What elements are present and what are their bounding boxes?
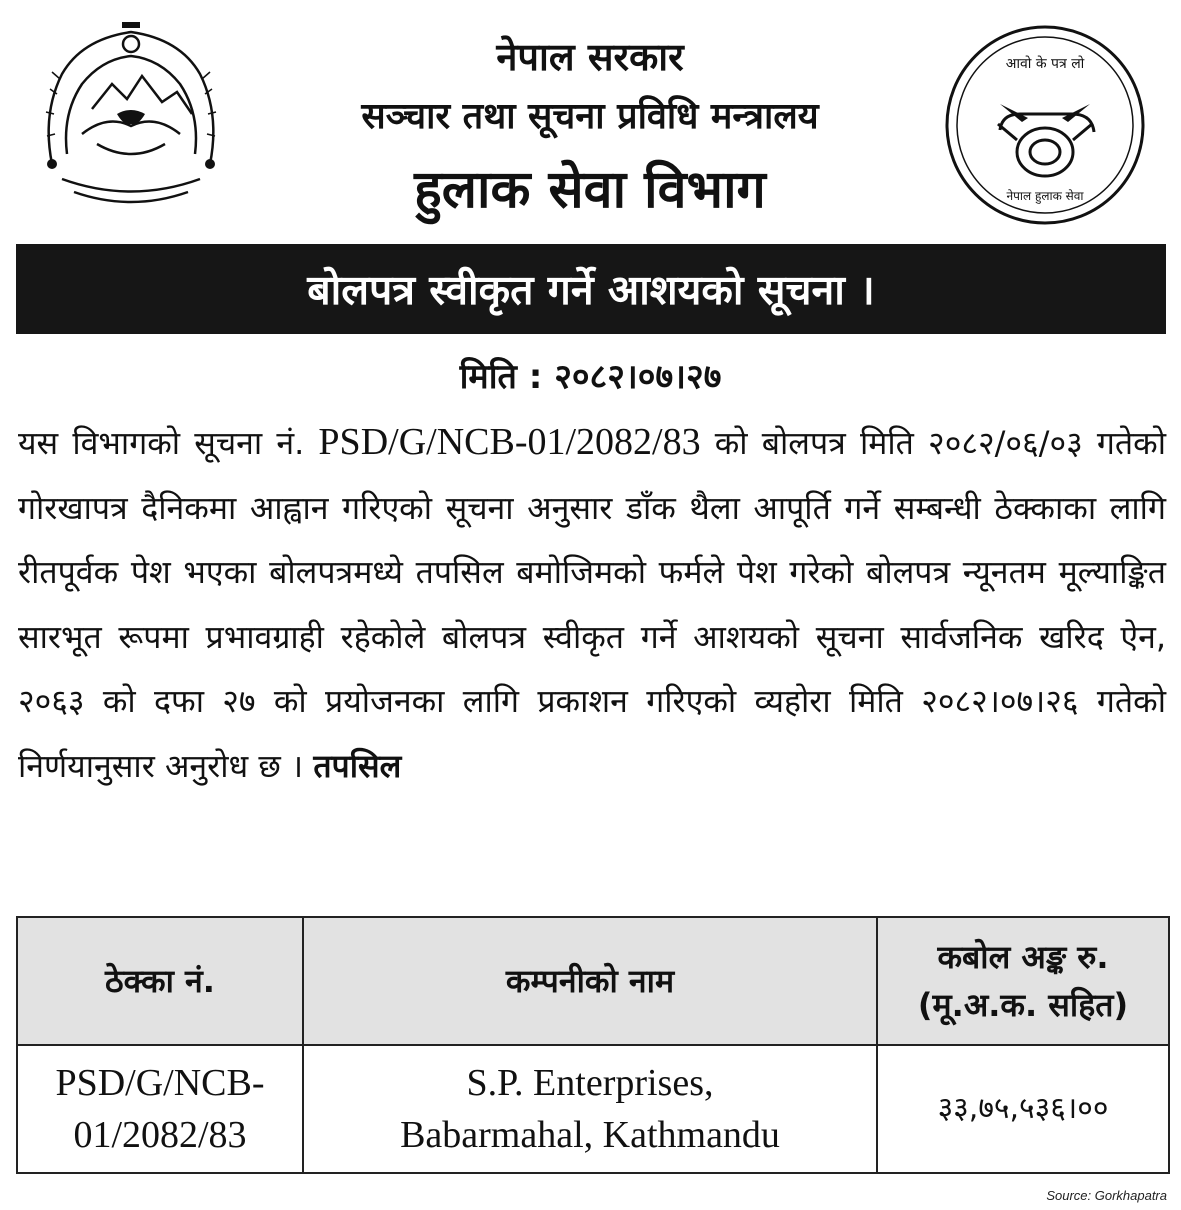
table-row: [17, 1045, 1169, 1173]
body-tail: तपसिल: [313, 746, 402, 785]
company-address-line2: Babarmahal, Kathmandu: [400, 1114, 780, 1156]
date-label: मिति :: [459, 357, 543, 397]
government-name: नेपाल सरकार: [496, 35, 684, 79]
company-name-line1: S.P. Enterprises,: [466, 1062, 714, 1104]
contract-number-cell: [17, 1045, 303, 1173]
seal-top-text: आवो के पत्र लो: [1005, 56, 1085, 72]
header-contract-number: ठेक्का नं.: [17, 917, 303, 1045]
notice-title-banner: [16, 244, 1166, 334]
header-bid-amount-line2: (मू.अ.क. सहित): [917, 986, 1129, 1024]
notice-body: [18, 410, 1166, 798]
seal-bottom-text: नेपाल हुलाक सेवा: [1006, 189, 1084, 203]
nepal-emblem-icon: [22, 14, 240, 214]
source-credit: Source: Gorkhapatra: [1046, 1188, 1167, 1203]
postal-horn-seal-icon: [942, 22, 1148, 228]
ministry-name: सञ्चार तथा सूचना प्रविधि मन्त्रालय: [361, 96, 819, 137]
contract-number-line2: 01/2082/83: [73, 1114, 247, 1156]
department-name: हुलाक सेवा विभाग: [414, 160, 766, 220]
contract-number-line1: PSD/G/NCB-: [55, 1062, 265, 1104]
company-name-cell: [303, 1045, 877, 1173]
header-bid-amount: [877, 917, 1169, 1045]
body-part-1: यस विभागको सूचना नं.: [18, 424, 319, 462]
notice-title: बोलपत्र स्वीकृत गर्ने आशयको सूचना ।: [307, 266, 875, 314]
table-header-row: [17, 917, 1169, 1045]
body-part-2: को बोलपत्र मिति २०८२/०६/०३ गतेको गोरखापत्र दैनिकमा आह्वान गरिएको सूचना अनुसार डाँक थैला आपूर्ति गर्ने सम्बन्धी ठेक्काका लागि रीतपूर्वक पेश भएका बोलपत्रमध्ये तपसिल बमोजिमको फर्मले पेश गरेको बोलपत्र न्यूनतम मूल्याङ्कित सारभूत रूपमा प्रभावग्राही रहेकोले बोलपत्र स्वीकृत गर्ने आशयको सूचना सार्वजनिक खरिद ऐन, २०६३ को दफा २७ को प्रयोजनका लागि प्रकाशन गरिएको व्यहोरा मिति २०८२।०७।२६ गतेको निर्णयानुसार अनुरोध छ ।: [18, 424, 1166, 785]
header-company-name: कम्पनीको नाम: [303, 917, 877, 1045]
header-bid-amount-line1: कबोल अङ्क रु.: [937, 938, 1109, 976]
notice-date: [0, 352, 1181, 398]
notice-reference-number: PSD/G/NCB-01/2082/83: [318, 421, 701, 463]
bid-details-table: [16, 916, 1170, 1174]
date-value: २०८२।०७।२७: [554, 357, 722, 397]
bid-amount-cell: ३३,७५,५३६।००: [877, 1045, 1169, 1173]
notice-header: [0, 0, 1181, 240]
